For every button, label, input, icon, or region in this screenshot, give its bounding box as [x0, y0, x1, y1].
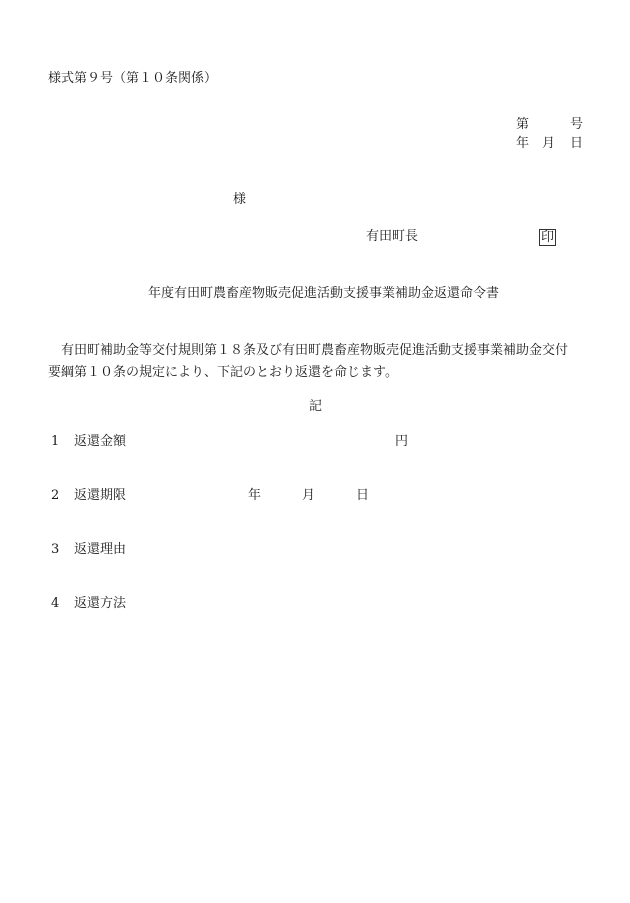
item-4-label: 返還方法 — [74, 596, 127, 611]
form-number: 様式第９号（第１０条関係） — [48, 71, 218, 86]
date-day: 日 — [570, 136, 584, 151]
doc-no-suffix: 号 — [570, 117, 584, 132]
item-2-num: 2 — [51, 488, 60, 503]
item-2-month: 月 — [302, 488, 316, 503]
item-3-label: 返還理由 — [74, 542, 127, 557]
body-paragraph — [48, 340, 593, 384]
item-1-unit: 円 — [395, 434, 409, 449]
item-2-label: 返還期限 — [74, 488, 127, 503]
body-line-1: 有田町補助金等交付規則第１８条及び有田町農畜産物販売促進活動支援事業補助金交付 — [61, 343, 569, 358]
item-3-num: 3 — [51, 542, 60, 557]
document-title: 年度有田町農畜産物販売促進活動支援事業補助金返還命令書 — [148, 286, 500, 301]
item-1-num: 1 — [51, 434, 60, 449]
item-2-day: 日 — [356, 488, 370, 503]
item-1-label: 返還金額 — [74, 434, 127, 449]
doc-no-prefix: 第 — [516, 117, 530, 132]
item-4-num: 4 — [51, 596, 60, 611]
addressee-suffix: 様 — [233, 192, 247, 207]
body-line-2: 要綱第１０条の規定により、下記のとおり返還を命じます。 — [48, 365, 398, 380]
date-month: 月 — [542, 136, 556, 151]
seal-mark: 印 — [541, 230, 555, 245]
date-year: 年 — [516, 136, 530, 151]
item-2-year: 年 — [248, 488, 262, 503]
issuer-title: 有田町長 — [366, 229, 419, 244]
ki-label: 記 — [309, 399, 323, 414]
